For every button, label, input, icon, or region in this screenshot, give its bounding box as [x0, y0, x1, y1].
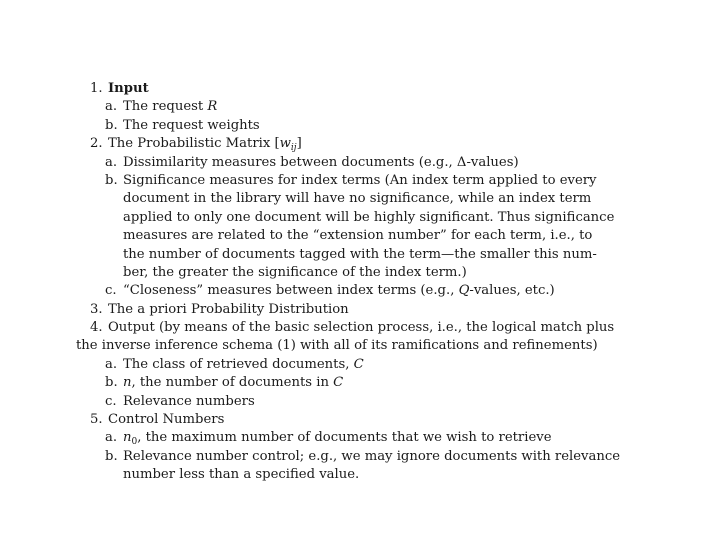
item-5b — [72, 448, 621, 466]
item-5-control — [72, 411, 602, 429]
item-title: Input — [108, 81, 149, 96]
item-2b-cont — [72, 246, 602, 264]
item-number: 4. — [90, 320, 103, 336]
sub-text: “Closeness” measures between index terms (e.g., — [123, 283, 455, 299]
sub-label: c. — [105, 393, 117, 409]
sub-text-line: the number of documents tagged with the term—the smaller this num- — [123, 246, 597, 262]
sub-text: , the maximum number of documents that we wish to retrieve — [137, 430, 552, 446]
item-2-matrix — [72, 135, 602, 153]
item-4a — [72, 356, 602, 374]
math-var: n — [123, 430, 132, 446]
sub-label: c. — [105, 283, 117, 299]
item-number: 3. — [90, 301, 103, 317]
item-2b-cont — [72, 227, 602, 245]
sub-label: a. — [105, 99, 118, 115]
item-2c — [72, 282, 602, 300]
item-title: The a priori Probability Distribution — [108, 301, 349, 317]
sub-text: The request — [123, 99, 204, 115]
item-2b-cont — [72, 190, 602, 208]
math-subscript: ij — [290, 143, 297, 154]
item-2a — [72, 154, 602, 172]
item-title: Output (by means of the basic selection process, i.e., the logical match plus — [108, 320, 615, 336]
item-2b-cont — [72, 209, 615, 227]
math-var: C — [333, 375, 344, 391]
math-subscript: 0 — [131, 437, 138, 448]
math-var: R — [207, 99, 218, 115]
math-var: Q — [458, 283, 470, 299]
sub-text: -values, etc.) — [469, 283, 555, 299]
sub-text-line: Significance measures for index terms (An index term applied to every — [123, 172, 597, 188]
item-title: The Probabilistic Matrix [ — [108, 136, 280, 152]
item-1a — [72, 98, 602, 116]
outline-list — [72, 80, 621, 485]
sub-text: Relevance number control; e.g., we may ignore documents with relevance — [123, 448, 621, 464]
sub-text-line: applied to only one document will be highly significant. Thus significance — [123, 209, 615, 225]
item-title: Control Numbers — [108, 412, 225, 428]
sub-label: a. — [105, 154, 118, 170]
sub-label: b. — [105, 448, 118, 464]
sub-label: b. — [105, 117, 118, 133]
sub-text: Dissimilarity measures between documents (e.g., Δ-values) — [123, 154, 519, 170]
item-2b — [72, 172, 602, 190]
sub-text-line: ber, the greater the significance of the index term.) — [123, 264, 467, 280]
sub-text: The class of retrieved documents, — [123, 356, 350, 372]
item-1-input — [72, 80, 602, 98]
item-1b — [72, 117, 602, 135]
item-4-output-cont — [72, 337, 602, 355]
sub-text: , the number of documents in — [131, 375, 329, 391]
item-4-output — [72, 319, 615, 337]
sub-label: a. — [105, 356, 118, 372]
sub-text-line: document in the library will have no significance, while an index term — [123, 191, 592, 207]
sub-label: b. — [105, 172, 118, 188]
sub-label: b. — [105, 375, 118, 391]
item-number: 5. — [90, 412, 103, 428]
item-2b-cont — [72, 264, 602, 282]
item-5a — [72, 429, 602, 447]
sub-label: a. — [105, 430, 118, 446]
item-3-priori — [72, 301, 602, 319]
item-4b — [72, 374, 602, 392]
item-title-cont: the inverse inference schema (1) with all of its ramifications and refinements) — [76, 338, 598, 354]
sub-text-line: measures are related to the “extension number” for each term, i.e., to — [123, 228, 593, 244]
sub-text: The request weights — [123, 117, 260, 133]
item-5b-cont — [72, 466, 602, 484]
item-number: 1. — [90, 81, 103, 96]
item-4c — [72, 393, 602, 411]
sub-text-line: number less than a specified value. — [123, 467, 360, 483]
bracket-close: ] — [296, 136, 302, 152]
sub-text: Relevance numbers — [123, 393, 255, 409]
math-var: n — [123, 375, 132, 391]
item-number: 2. — [90, 136, 103, 152]
math-var: w — [279, 136, 291, 152]
math-var: C — [353, 356, 364, 372]
